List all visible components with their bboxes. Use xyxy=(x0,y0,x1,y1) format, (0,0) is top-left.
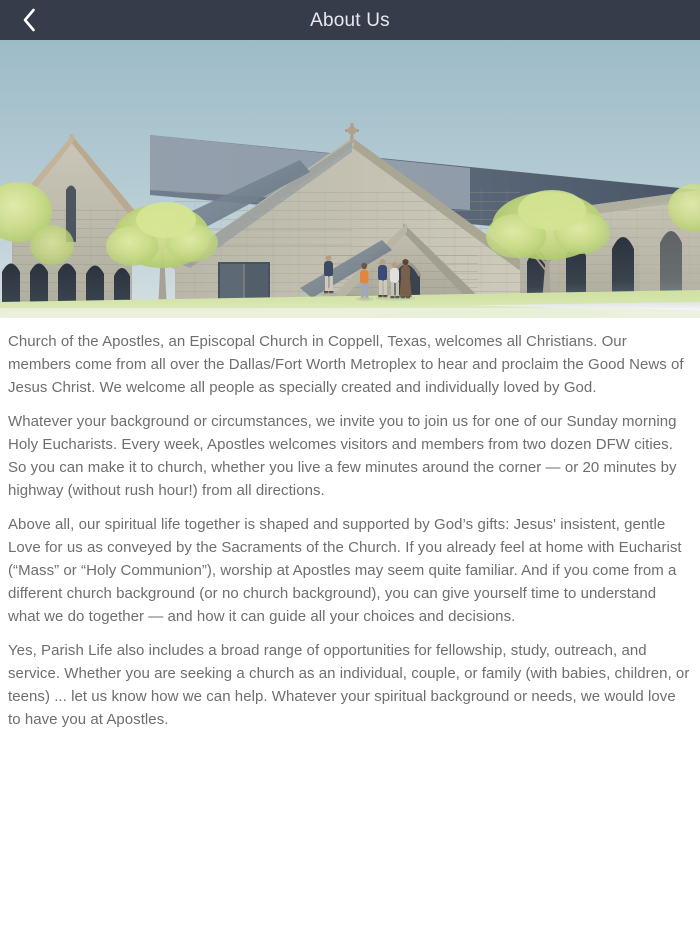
paragraph-2: Whatever your background or circumstances, we invite you to join us for one of our Sunday morning Holy Eucharists. Every week, Apostles welcomes visitors and members from two dozen DFW cities. So you can make it to church, whether you live a few minutes around the corner — or 20 minutes by highway (without rush hour!) from all directions. xyxy=(8,413,677,499)
back-button[interactable] xyxy=(0,0,58,40)
about-content xyxy=(0,318,700,731)
page-title: About Us xyxy=(310,9,390,31)
chevron-left-icon xyxy=(20,6,38,34)
hero-image xyxy=(0,40,700,318)
paragraph-1: Church of the Apostles, an Episcopal Church in Coppell, Texas, welcomes all Christians. Our members come from all over the Dallas/Fort Worth Metroplex to hear and proclaim the Good News of Jesus Christ. We welcome all people as specially created and individually loved by God. xyxy=(8,333,684,396)
paragraph-3: Above all, our spiritual life together is shaped and supported by God’s gifts: Jesus' insistent, gentle Love for us as conveyed by the Sacraments of the Church. If you already feel at home with Eucharist (“Mass” or “Holy Communion”), worship at Apostles may seem quite familiar. And if you come from a different church background (or no church background), you can give yourself time to understand what we do together — and how it can guide all your choices and decisions. xyxy=(8,516,682,625)
navigation-bar xyxy=(0,0,700,40)
church-rendering xyxy=(0,40,700,318)
paragraph-4: Yes, Parish Life also includes a broad range of opportunities for fellowship, study, outreach, and service. Whether you are seeking a church as an individual, couple, or family (with babies, children, or teens) ... let us know how we can help. Whatever your spiritual background or needs, we would love to have you at Apostles. xyxy=(8,642,690,728)
